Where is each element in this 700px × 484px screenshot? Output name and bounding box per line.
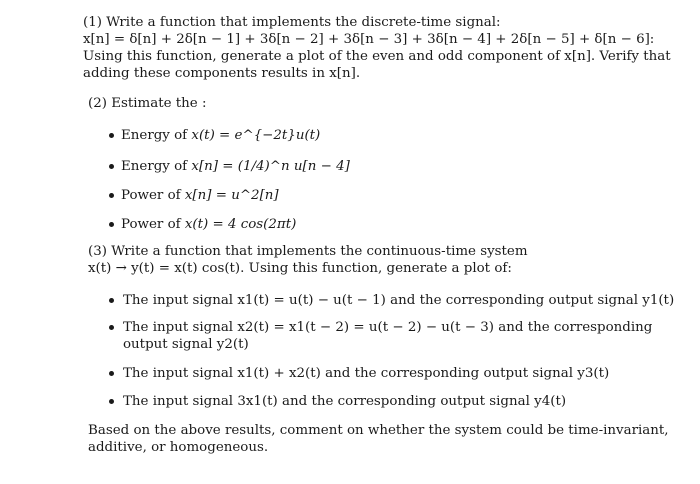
part2-item-3: [121, 187, 279, 204]
bullet-icon: [109, 133, 114, 138]
part3-item-3: The input signal x1(t) + x2(t) and the corresponding output signal y3(t): [123, 366, 610, 381]
conclusion-line1: Based on the above results, comment on whether the system could be time-invariant,: [88, 423, 669, 438]
part2-item-1: [121, 127, 320, 144]
bullet-icon: [109, 371, 114, 376]
part2-item-3-label: Power of: [121, 188, 181, 203]
part2-item-4-label: Power of: [121, 217, 181, 232]
bullet-icon: [109, 164, 114, 169]
part2-item-1-label: Energy of: [121, 128, 188, 143]
part1-heading: (1) Write a function that implements the discrete-time signal:: [83, 15, 501, 30]
conclusion-line2: additive, or homogeneous.: [88, 440, 269, 455]
part2-item-2-expr: x[n] = (1/4)^n u[n − 4]: [191, 159, 350, 174]
part3-item-1: The input signal x1(t) = u(t) − u(t − 1) and the corresponding output signal y1(t): [123, 293, 675, 308]
part3-item-2-cont: output signal y2(t): [123, 337, 249, 352]
part1-text-line1: Using this function, generate a plot of the even and odd component of x[n]. Verify that: [83, 49, 671, 64]
bullet-icon: [109, 298, 114, 303]
part2-heading: (2) Estimate the :: [88, 96, 207, 111]
part1-text-line2: adding these components results in x[n].: [83, 66, 361, 81]
part3-heading-line2: x(t) → y(t) = x(t) cos(t). Using this function, generate a plot of:: [88, 261, 512, 276]
part1-equation: x[n] = δ[n] + 2δ[n − 1] + 3δ[n − 2] + 3δ[n − 3] + 3δ[n − 4] + 2δ[n − 5] + δ[n − 6]:: [83, 32, 655, 47]
bullet-icon: [109, 222, 114, 227]
part2-item-2: [121, 158, 350, 175]
part3-item-4: The input signal 3x1(t) and the corresponding output signal y4(t): [123, 394, 567, 409]
part2-item-4: [121, 216, 296, 233]
part2-item-2-label: Energy of: [121, 159, 188, 174]
part3-item-2: The input signal x2(t) = x1(t − 2) = u(t − 2) − u(t − 3) and the corresponding: [123, 320, 653, 335]
bullet-icon: [109, 325, 114, 330]
part3-heading-line1: (3) Write a function that implements the continuous-time system: [88, 244, 528, 259]
part2-item-4-expr: x(t) = 4 cos(2πt): [184, 217, 297, 232]
bullet-icon: [109, 193, 114, 198]
part2-item-1-expr: x(t) = e^{−2t}u(t): [191, 128, 321, 143]
part2-item-3-expr: x[n] = u^2[n]: [184, 188, 279, 203]
bullet-icon: [109, 399, 114, 404]
